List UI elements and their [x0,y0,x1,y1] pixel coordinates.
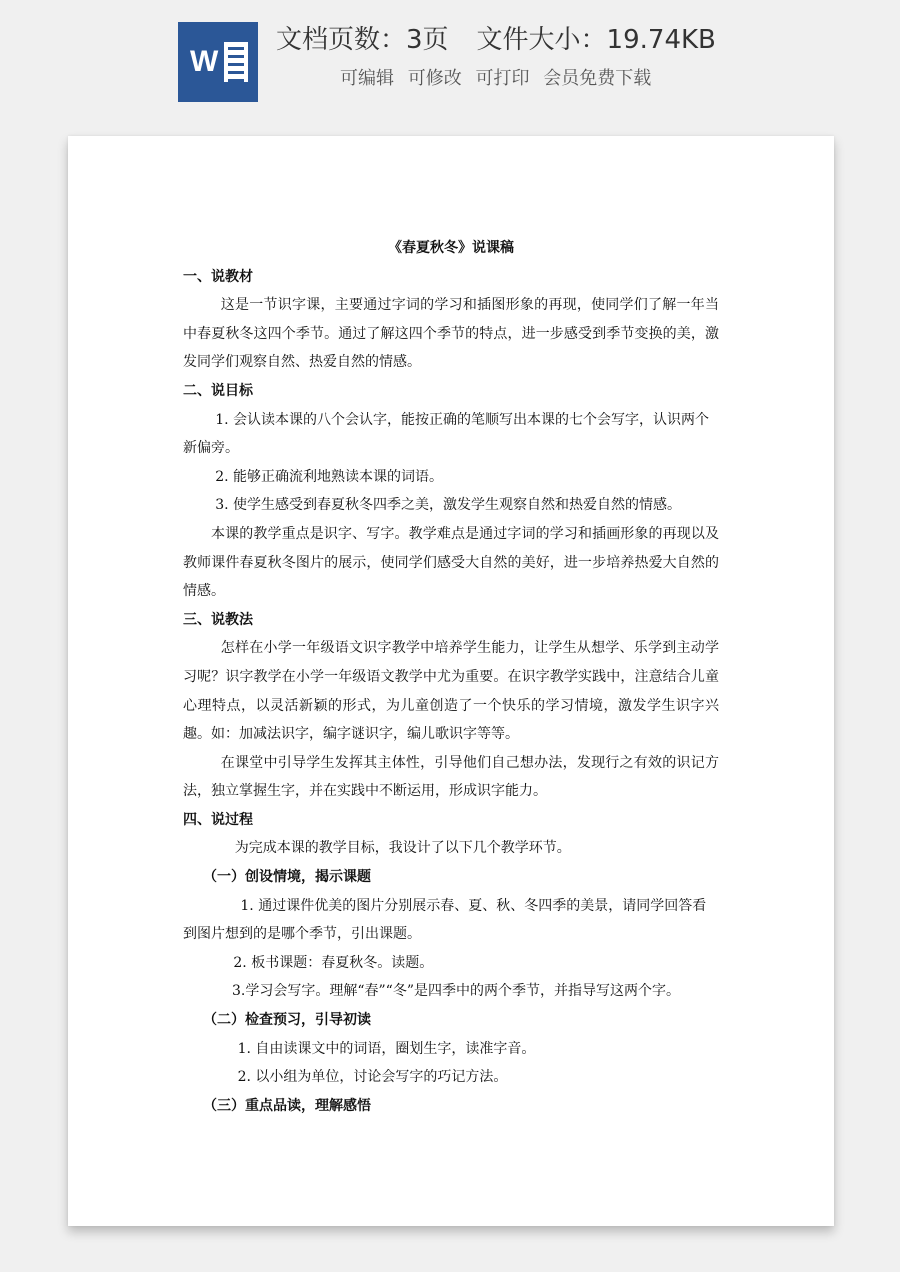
file-size: 文件大小：19.74KB [476,25,716,55]
feature-list [340,66,659,92]
list-item: 2. 能够正确流利地熟读本课的词语。 [215,468,443,485]
list-item: 3.学习会写字。理解“春”“冬”是四季中的两个季节，并指导写这两个字。 [232,983,680,1000]
paragraph: 怎样在小学一年级语文识字教学中培养学生能力，让学生从想学、乐学到主动学习呢？识字教学在小学一年级语文教学中尤为重要。在识字教学实践中，注意结合儿童心理特点，以灵活新颖的形式，为儿童创造了一个快乐的学习情境，激发学生识字兴趣。如：加减法识字，编字谜识字，编儿歌识字等等。 [183,640,719,743]
download-info-header [0,0,900,120]
paragraph: 这是一节识字课，主要通过字词的学习和插图形象的再现，使同学们了解一年当中春夏秋冬这四个季节。通过了解这四个季节的特点，进一步感受到季节变换的美，激发同学们观察自然、热爱自然的情感。 [183,297,719,371]
word-icon-lines [224,42,248,82]
feature-modifiable: 可修改 [407,68,462,89]
subsection-heading: （二）检查预习，引导初读 [203,1012,371,1029]
document-title: 《春夏秋冬》说课稿 [388,240,514,256]
subsection-heading: （一）创设情境，揭示课题 [203,869,371,886]
file-meta [276,22,716,58]
list-item: 3. 使学生感受到春夏秋冬四季之美，激发学生观察自然和热爱自然的情感。 [215,497,681,514]
list-item: 1. 通过课件优美的图片分别展示春、夏、秋、冬四季的美景，请同学回答看到图片想到的是哪个季节，引出课题。 [183,897,707,943]
paragraph: 在课堂中引导学生发挥其主体性，引导他们自己想办法，发现行之有效的识记方法，独立掌握生字，并在实践中不断运用，形成识字能力。 [183,754,719,800]
document-body [183,234,719,1120]
list-item: 2. 以小组为单位，讨论会写字的巧记方法。 [237,1069,508,1086]
feature-printable: 可打印 [475,68,530,89]
section-heading: 四、说过程 [183,811,253,828]
paragraph: 本课的教学重点是识字、写字。教学难点是通过字词的学习和插画形象的再现以及教师课件春夏秋冬图片的展示，使同学们感受大自然的美好，进一步培养热爱大自然的情感。 [183,525,719,600]
list-item: 1. 会认读本课的八个会认字，能按正确的笔顺写出本课的七个会写字，认识两个新偏旁。 [183,411,709,457]
section-heading: 二、说目标 [183,382,253,399]
feature-editable: 可编辑 [340,68,394,89]
page-count: 文档页数：3页 [276,25,449,55]
list-item: 1. 自由读课文中的词语，圈划生字，读准字音。 [237,1040,536,1057]
subsection-heading: （三）重点品读，理解感悟 [203,1097,371,1114]
list-item: 2. 板书课题：春夏秋冬。读题。 [233,954,434,971]
section-heading: 一、说教材 [183,268,253,285]
word-icon-letter: W [190,45,219,78]
document-page [68,136,834,1226]
word-document-icon [178,22,258,102]
feature-member-download: 会员免费下载 [543,68,652,89]
paragraph: 为完成本课的教学目标，我设计了以下几个教学环节。 [234,840,571,857]
section-heading: 三、说教法 [183,611,253,628]
